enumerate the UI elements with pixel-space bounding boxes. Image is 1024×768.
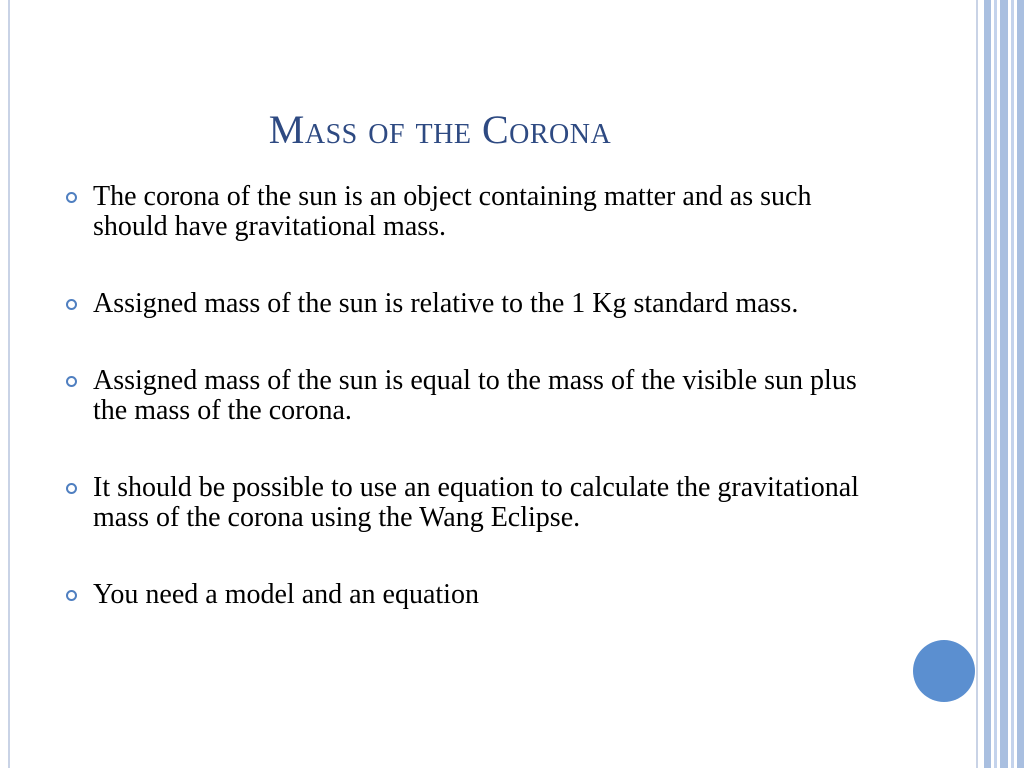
circle-bullet-icon xyxy=(66,192,77,203)
circle-bullet-icon xyxy=(66,299,77,310)
stripe xyxy=(1011,0,1014,768)
list-item xyxy=(66,289,886,319)
circle-bullet-icon xyxy=(66,590,77,601)
right-decorative-stripes xyxy=(976,0,1024,768)
stripe xyxy=(984,0,991,768)
stripe xyxy=(1017,0,1024,768)
circle-bullet-icon xyxy=(66,376,77,387)
stripe xyxy=(1000,0,1008,768)
bullet-text: Assigned mass of the sun is relative to the 1 Kg standard mass. xyxy=(93,288,799,319)
stripe xyxy=(976,0,978,768)
list-item xyxy=(66,366,886,426)
bullet-list xyxy=(66,182,886,657)
circle-bullet-icon xyxy=(66,483,77,494)
bullet-text: You need a model and an equation xyxy=(93,579,479,610)
stripe xyxy=(994,0,997,768)
list-item xyxy=(66,580,886,610)
bullet-text: The corona of the sun is an object containing matter and as such should have gravitational mass. xyxy=(93,181,812,242)
bullet-text: Assigned mass of the sun is equal to the mass of the visible sun plus the mass of the corona. xyxy=(93,365,857,426)
list-item xyxy=(66,473,886,533)
decorative-circle xyxy=(913,640,975,702)
left-border-line xyxy=(8,0,10,768)
slide-title: Mass of the Corona xyxy=(268,107,612,152)
bullet-text: It should be possible to use an equation to calculate the gravitational mass of the corona using the Wang Eclipse. xyxy=(93,472,859,533)
list-item xyxy=(66,182,886,242)
